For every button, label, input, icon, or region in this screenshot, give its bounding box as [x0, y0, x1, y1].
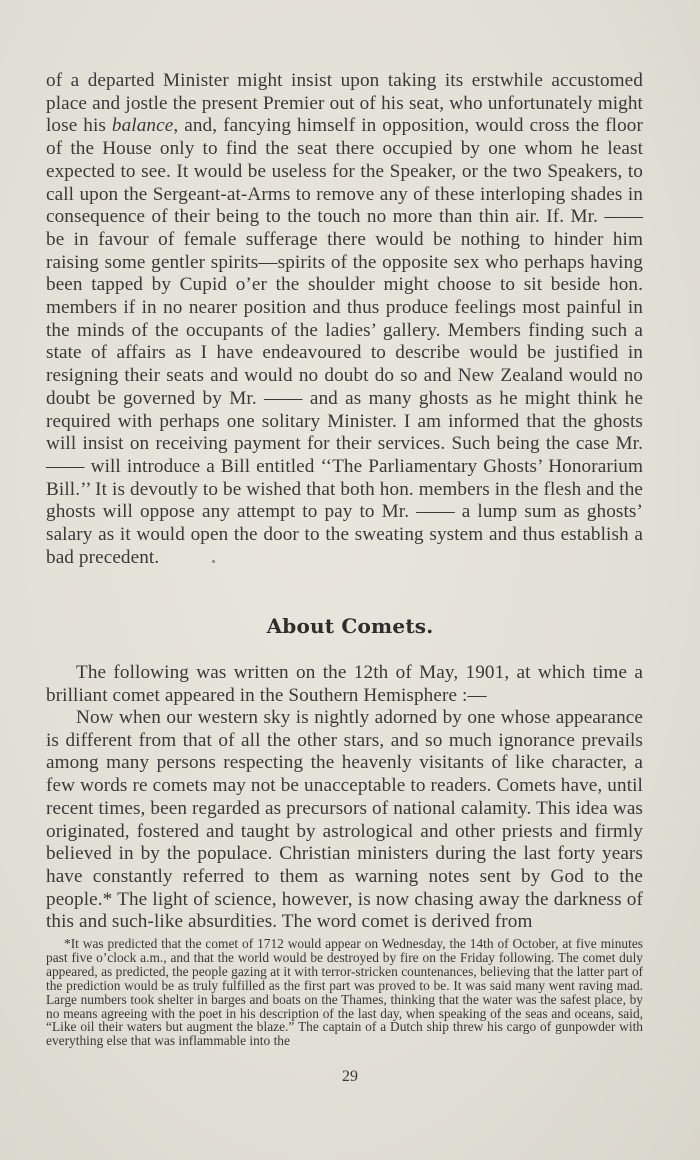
- intro-paragraph: The following was written on the 12th of May, 1901, at which time a brilliant comet appeared in the Southern Hemisphere :—: [46, 662, 643, 706]
- section-heading: About Comets.: [266, 614, 434, 638]
- paragraph-continuation: of a departed Minister might insist upon taking its erstwhile accustomed place and jostle the present Premier out of his seat, who unfortunately might lose his balance, and, fancying himself in opposition, would cross the floor of the House only to find the seat there occupied by one whom he least expected to see. It would be useless for the Speaker, or the two Speakers, to call upon the Sergeant-at-Arms to remove any of these interloping shades in consequence of their being to the touch no more than thin air. If. Mr. —— be in favour of female sufferage there would be nothing to hinder him raising some gentler spirits—spirits of the opposite sex who perhaps having been tapped by Cupid o’er the shoulder might choose to sit beside hon. members if in no nearer position and thus produce feelings most painful in the minds of the occupants of the ladies’ gallery. Members finding such a state of affairs as I have endeavoured to describe would be justified in resigning their seats and would no doubt do so and New Zealand would no doubt be governed by Mr. —— and as many ghosts as he might think he required with perhaps one solitary Minister. I am informed that the ghosts will insist on receiving payment for their services. Such being the case Mr. —— will introduce a Bill entitled ‘‘The Parliamentary Ghosts’ Honorarium Bill.’’ It is devoutly to be wished that both hon. members in the flesh and the ghosts will oppose any attempt to pay to Mr. —— a lump sum as ghosts’ salary as it would open the door to the sweating system and thus establish a bad precedent.: [46, 70, 643, 568]
- page-number: 29: [342, 1068, 358, 1085]
- ink-speck: [212, 560, 215, 563]
- body-paragraph: Now when our western sky is nightly adorned by one whose appearance is different from that of all the other stars, and so much ignorance prevails among many persons respecting the heavenly visitants of like character, a few words re comets may not be unacceptable to readers. Comets have, until recent times, been regarded as precursors of national calamity. This idea was originated, fostered and taught by astrological and other priests and firmly believed in by the populace. Christian ministers during the last forty years have constantly referred to them as warning notes sent by God to the people.* The light of science, however, is now chasing away the darkness of this and such-like absurdities. The word comet is derived from: [46, 707, 643, 933]
- emphasis-word: balance: [111, 115, 174, 137]
- footnote: *It was predicted that the comet of 1712 would appear on Wednesday, the 14th of October, at five minutes past five o’clock a.m., and that the world would be destroyed by fire on the Friday following. The comet duly appeared, as predicted, the people gazing at it with terror-stricken countenances, believing that the latter part of the prediction would be as truly fulfilled as the first part was proved to be. It was said many went raving mad. Large numbers took shelter in barges and boats on the Thames, thinking that the water was the safest place, by no means agreeing with the poet in his description of the last day, when speaking of the seas and oceans, said, “Like oil their waters but augment the blaze.” The captain of a Dutch ship threw his cargo of gunpowder with everything else that was inflammable into the: [46, 936, 643, 1049]
